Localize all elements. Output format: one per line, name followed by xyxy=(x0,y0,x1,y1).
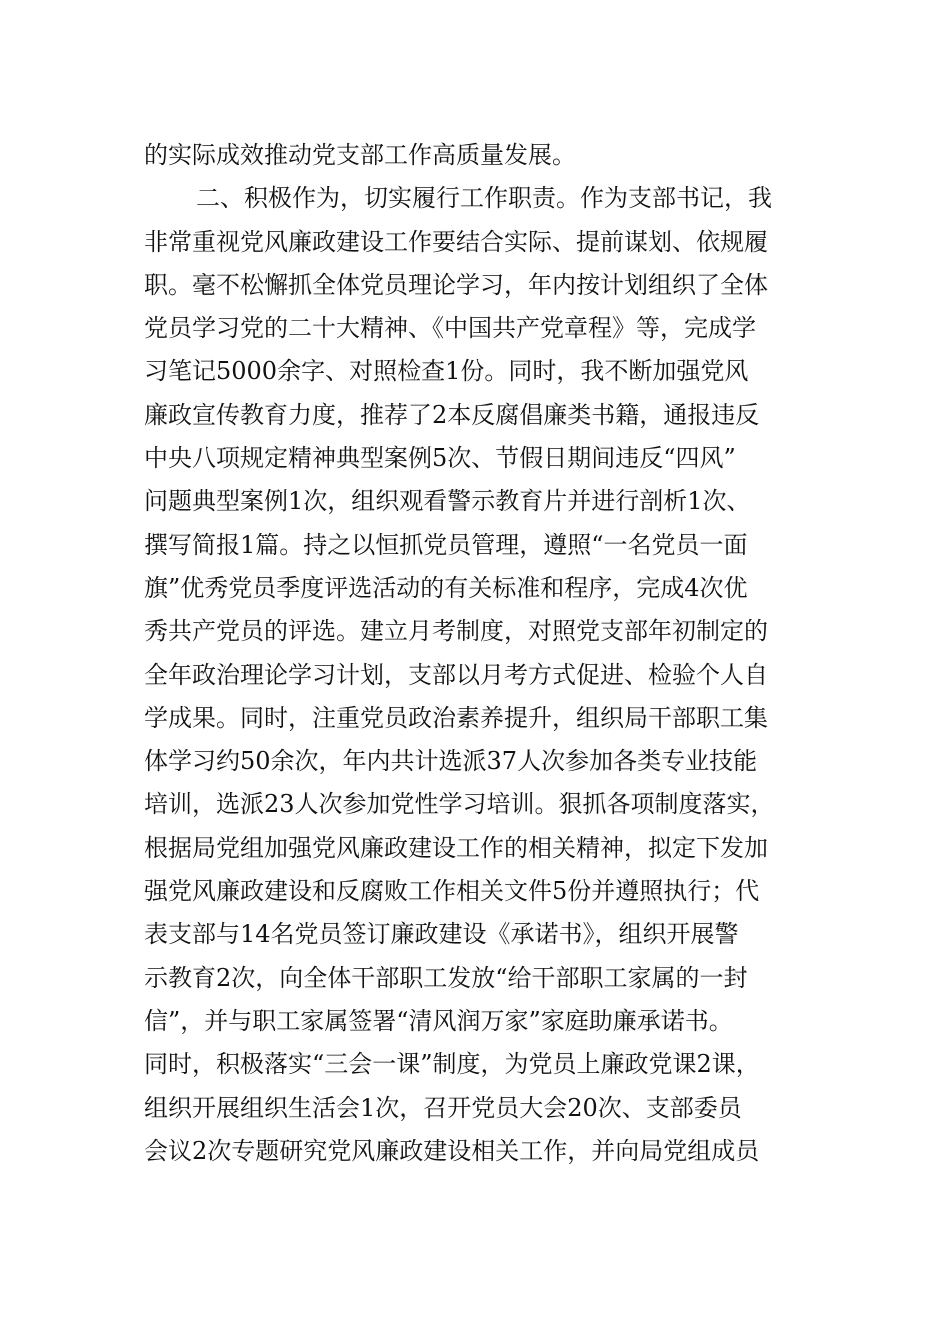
text-line: 旗”优秀党员季度评选活动的有关标准和程序，完成4次优 xyxy=(144,573,748,602)
text-line: 学成果。同时，注重党员政治素养提升，组织局干部职工集 xyxy=(144,703,768,732)
text-line: 问题典型案例1次，组织观看警示教育片并进行剖析1次、 xyxy=(144,487,751,516)
text-line: 的实际成效推动党支部工作高质量发展。 xyxy=(144,141,576,169)
text-line: 会议2次专题研究党风廉政建设相关工作，并向局党组成员 xyxy=(144,1136,760,1165)
text-line: 组织开展组织生活会1次，召开党员大会20次、支部委员 xyxy=(144,1093,742,1122)
text-line: 根据局党组加强党风廉政建设工作的相关精神，拟定下发加 xyxy=(144,833,768,862)
text-line: 全年政治理论学习计划，支部以月考方式促进、检验个人自 xyxy=(144,660,768,689)
body-text xyxy=(144,134,824,1173)
text-line: 示教育2次，向全体干部职工发放“给干部职工家属的一封 xyxy=(144,963,748,992)
text-line: 表支部与14名党员签订廉政建设《承诺书》，组织开展警 xyxy=(144,920,739,949)
text-line: 职。毫不松懈抓全体党员理论学习，年内按计划组织了全体 xyxy=(144,270,768,299)
text-line: 撰写简报1篇。持之以恒抓党员管理，遵照“一名党员一面 xyxy=(144,530,748,559)
text-line: 廉政宣传教育力度，推荐了2本反腐倡廉类书籍，通报违反 xyxy=(144,400,760,429)
text-line: 培训，选派23人次参加党性学习培训。狠抓各项制度落实， xyxy=(144,790,775,819)
text-line: 强党风廉政建设和反腐败工作相关文件5份并遵照执行；代 xyxy=(144,877,760,906)
text-line: 体学习约50余次，年内共计选派37人次参加各类专业技能 xyxy=(144,747,758,776)
text-line: 信”，并与职工家属签署“清风润万家”家庭助廉承诺书。 xyxy=(144,1006,733,1035)
text-line: 秀共产党员的评选。建立月考制度，对照党支部年初制定的 xyxy=(144,617,768,646)
text-line: 党员学习党的二十大精神、《中国共产党章程》等，完成学 xyxy=(144,314,756,343)
paragraph-start-line: 二、积极作为，切实履行工作职责。作为支部书记，我 xyxy=(196,184,772,213)
text-line: 习笔记5000余字、对照检查1份。同时，我不断加强党风 xyxy=(144,357,749,386)
text-line: 非常重视党风廉政建设工作要结合实际、提前谋划、依规履 xyxy=(144,227,768,256)
text-line: 同时，积极落实“三会一课”制度，为党员上廉政党课2课， xyxy=(144,1050,760,1079)
text-line: 中央八项规定精神典型案例5次、节假日期间违反“四风” xyxy=(144,444,736,473)
